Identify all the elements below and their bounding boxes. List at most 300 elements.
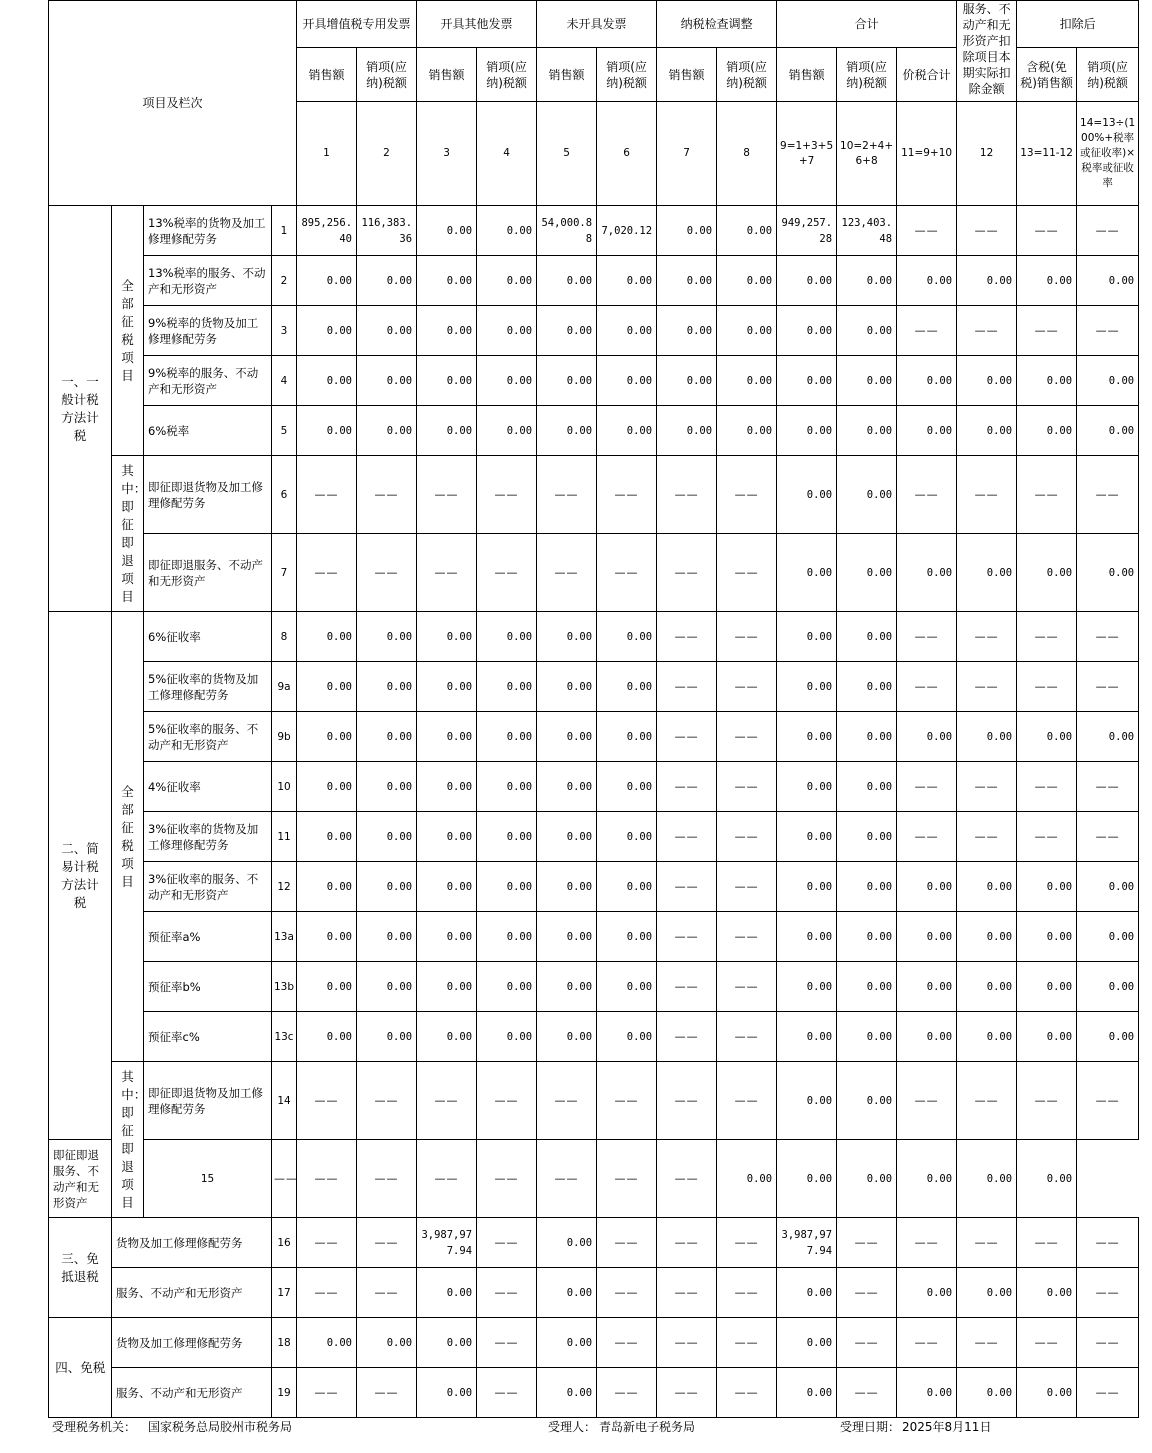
cell-value: —— [657,962,717,1012]
row-label: 6%征收率 [144,612,272,662]
cell-value: 0.00 [537,662,597,712]
header-group: 合计 [777,1,957,48]
cell-value: 0.00 [777,762,837,812]
column-formula: 2 [357,102,417,206]
cell-value: 0.00 [777,1062,837,1140]
row-line-number: 9b [272,712,297,762]
cell-value: —— [1077,612,1139,662]
cell-value: 0.00 [357,812,417,862]
cell-value: —— [657,534,717,612]
cell-value: —— [657,1368,717,1418]
row-label: 13%税率的货物及加工修理修配劳务 [144,206,272,256]
row-label: 货物及加工修理修配劳务 [112,1318,272,1368]
cell-value: —— [1077,662,1139,712]
cell-value: —— [717,1318,777,1368]
cell-value: —— [717,1268,777,1318]
cell-value: —— [357,456,417,534]
receiver-label: 受理人： [548,1420,597,1434]
cell-value: 0.00 [537,712,597,762]
cell-value: 0.00 [537,1012,597,1062]
cell-value: —— [957,662,1017,712]
cell-value: 0.00 [957,862,1017,912]
cell-value: 0.00 [477,762,537,812]
cell-value: —— [657,862,717,912]
cell-value: 0.00 [477,712,537,762]
cell-value: 0.00 [837,712,897,762]
cell-value: 0.00 [777,356,837,406]
cell-value: 0.00 [477,662,537,712]
cell-value: 0.00 [417,662,477,712]
cell-value: 0.00 [837,356,897,406]
cell-value: —— [1017,456,1077,534]
cell-value: 0.00 [477,812,537,862]
cell-value: 3,987,977.94 [417,1218,477,1268]
header-sub: 销售额 [777,48,837,102]
cell-value: 0.00 [417,712,477,762]
cell-value: 0.00 [297,962,357,1012]
cell-value: —— [417,1062,477,1140]
cell-value: 0.00 [597,912,657,962]
cell-value: 0.00 [777,962,837,1012]
row-label: 货物及加工修理修配劳务 [112,1218,272,1268]
cell-value: 0.00 [417,206,477,256]
cell-value: 0.00 [297,762,357,812]
cell-value: —— [957,762,1017,812]
header-sub: 销售额 [417,48,477,102]
cell-value: 0.00 [657,206,717,256]
cell-value: 0.00 [357,712,417,762]
header-group: 服务、不动产和无形资产扣除项目本期实际扣除金额 [957,1,1017,102]
table-row [49,1368,1139,1418]
cell-value: —— [1077,1218,1139,1268]
cell-value: 0.00 [1017,1368,1077,1418]
cell-value: 0.00 [357,612,417,662]
cell-value: 0.00 [777,712,837,762]
cell-value: 0.00 [657,356,717,406]
cell-value: —— [417,456,477,534]
cell-value: 0.00 [417,612,477,662]
cell-value: 895,256.40 [297,206,357,256]
cell-value: 0.00 [957,712,1017,762]
cell-value: 0.00 [897,406,957,456]
cell-value: 0.00 [837,912,897,962]
row-line-number: 1 [272,206,297,256]
cell-value: —— [717,1062,777,1140]
cell-value: 0.00 [717,256,777,306]
cell-value: 0.00 [1017,1012,1077,1062]
cell-value: 0.00 [897,1268,957,1318]
header-sub: 销售额 [537,48,597,102]
cell-value: 0.00 [1017,356,1077,406]
cell-value: 0.00 [837,256,897,306]
row-label: 即征即退货物及加工修理修配劳务 [144,456,272,534]
cell-value: 949,257.28 [777,206,837,256]
cell-value: 0.00 [837,1140,897,1218]
cell-value: —— [717,534,777,612]
cell-value: —— [897,612,957,662]
header-sub: 销项(应纳)税额 [597,48,657,102]
cell-value: —— [1017,1218,1077,1268]
cell-value: 0.00 [417,862,477,912]
cell-value: —— [657,662,717,712]
cell-value: —— [957,1062,1017,1140]
cell-value: 0.00 [477,1012,537,1062]
cell-value: 3,987,977.94 [777,1218,837,1268]
cell-value: —— [657,712,717,762]
cell-value: 0.00 [357,962,417,1012]
cell-value: —— [1017,762,1077,812]
table-row [49,534,1139,612]
cell-value: 0.00 [1077,356,1139,406]
cell-value: 0.00 [837,534,897,612]
cell-value: 0.00 [537,256,597,306]
table-row [49,206,1139,256]
cell-value: —— [477,456,537,534]
cell-value: 0.00 [417,356,477,406]
cell-value: —— [657,1062,717,1140]
table-row [49,406,1139,456]
sales-detail-table [48,0,1139,1418]
header-group: 开具增值税专用发票 [297,1,417,48]
cell-value: —— [1077,306,1139,356]
group-all-items-label-text: 全部征税项目 [121,783,134,889]
cell-value: —— [1017,812,1077,862]
column-formula: 4 [477,102,537,206]
authority-value: 国家税务总局胶州市税务局 [148,1420,293,1434]
table-row [49,1318,1139,1368]
cell-value: 0.00 [477,306,537,356]
header-sub: 销项(应纳)税额 [837,48,897,102]
cell-value: 0.00 [537,306,597,356]
cell-value: 0.00 [477,406,537,456]
row-line-number: 15 [144,1140,272,1218]
cell-value: —— [537,456,597,534]
header-corner: 项目及栏次 [49,1,297,206]
table-row [49,256,1139,306]
row-line-number: 13c [272,1012,297,1062]
cell-value: —— [957,812,1017,862]
cell-value: 0.00 [537,356,597,406]
cell-value: 0.00 [357,406,417,456]
row-line-number: 7 [272,534,297,612]
cell-value: —— [957,206,1017,256]
cell-value: —— [597,1318,657,1368]
cell-value: —— [957,1218,1017,1268]
cell-value: 0.00 [837,306,897,356]
row-line-number: 9a [272,662,297,712]
cell-value: —— [297,1140,357,1218]
header-sub: 销项(应纳)税额 [477,48,537,102]
table-row [49,812,1139,862]
cell-value: 0.00 [1017,962,1077,1012]
cell-value: 0.00 [897,356,957,406]
cell-value: —— [1077,456,1139,534]
cell-value: 0.00 [297,862,357,912]
cell-value: 0.00 [1077,534,1139,612]
cell-value: —— [297,1218,357,1268]
cell-value: 0.00 [357,862,417,912]
cell-value: —— [1077,206,1139,256]
cell-value: —— [477,1062,537,1140]
section-exempt-refund-label [49,1218,112,1318]
cell-value: —— [957,1318,1017,1368]
row-line-number: 10 [272,762,297,812]
cell-value: 0.00 [357,762,417,812]
cell-value: 0.00 [777,406,837,456]
cell-value: —— [897,206,957,256]
row-label: 6%税率 [144,406,272,456]
cell-value: —— [1077,762,1139,812]
cell-value: —— [537,1062,597,1140]
cell-value: 0.00 [597,406,657,456]
cell-value: —— [1017,1062,1077,1140]
column-formula: 1 [297,102,357,206]
cell-value: 0.00 [597,256,657,306]
table-row [49,1218,1139,1268]
column-formula: 5 [537,102,597,206]
column-formula: 11=9+10 [897,102,957,206]
cell-value: 0.00 [537,762,597,812]
cell-value: 0.00 [1077,862,1139,912]
cell-value: 0.00 [777,1268,837,1318]
vat-sales-schedule [48,0,1138,1415]
cell-value: 0.00 [777,662,837,712]
cell-value: —— [657,1218,717,1268]
cell-value: 0.00 [477,256,537,306]
cell-value: —— [1017,306,1077,356]
cell-value: 7,020.12 [597,206,657,256]
cell-value: —— [357,1062,417,1140]
cell-value: —— [717,1012,777,1062]
cell-value: 0.00 [837,762,897,812]
table-row [49,1140,1139,1218]
row-line-number: 4 [272,356,297,406]
cell-value: 0.00 [957,912,1017,962]
group-all-items-label-text: 全部征税项目 [121,277,134,383]
cell-value: —— [357,1218,417,1268]
section-exempt-refund-label-text: 三、免抵退税 [61,1250,99,1284]
column-formula: 13=11-12 [1017,102,1077,206]
cell-value: 0.00 [417,306,477,356]
cell-value: —— [657,612,717,662]
cell-value: 0.00 [537,612,597,662]
header-group: 未开具发票 [537,1,657,48]
row-line-number: 3 [272,306,297,356]
column-formula: 9=1+3+5+7 [777,102,837,206]
cell-value: —— [537,1140,597,1218]
cell-value: 0.00 [537,812,597,862]
cell-value: —— [837,1318,897,1368]
cell-value: —— [717,1368,777,1418]
cell-value: —— [657,812,717,862]
cell-value: 0.00 [477,912,537,962]
cell-value: 0.00 [597,862,657,912]
cell-value: 0.00 [297,306,357,356]
cell-value: —— [417,534,477,612]
date-label: 受理日期： [840,1420,901,1434]
cell-value: —— [897,662,957,712]
cell-value: —— [297,1062,357,1140]
cell-value: 0.00 [837,962,897,1012]
cell-value: —— [417,1140,477,1218]
cell-value: —— [1077,1368,1139,1418]
column-formula: 7 [657,102,717,206]
row-line-number: 16 [272,1218,297,1268]
cell-value: 0.00 [717,306,777,356]
cell-value: 0.00 [597,762,657,812]
cell-value: 0.00 [777,812,837,862]
cell-value: —— [297,456,357,534]
cell-value: 116,383.36 [357,206,417,256]
table-row [49,1012,1139,1062]
cell-value: —— [957,306,1017,356]
cell-value: —— [477,534,537,612]
cell-value: 0.00 [897,862,957,912]
cell-value: —— [717,812,777,862]
cell-value: —— [897,762,957,812]
cell-value: —— [477,1368,537,1418]
row-label: 4%征收率 [144,762,272,812]
cell-value: —— [1077,812,1139,862]
cell-value: —— [297,1268,357,1318]
cell-value: 0.00 [957,534,1017,612]
cell-value: 0.00 [1017,862,1077,912]
row-line-number: 17 [272,1268,297,1318]
cell-value: —— [597,1140,657,1218]
cell-value: —— [357,1368,417,1418]
table-row [49,612,1139,662]
cell-value: —— [477,1318,537,1368]
cell-value: 0.00 [1077,712,1139,762]
row-label: 预征率b% [144,962,272,1012]
cell-value: 0.00 [957,356,1017,406]
cell-value: 0.00 [537,962,597,1012]
cell-value: 0.00 [297,612,357,662]
section-simple-label [49,612,112,1140]
cell-value: 0.00 [597,712,657,762]
group-all-items-label [112,612,144,1062]
row-line-number: 18 [272,1318,297,1368]
cell-value: 0.00 [597,1012,657,1062]
receiver-value: 青岛新电子税务局 [599,1420,696,1434]
cell-value: 0.00 [897,712,957,762]
cell-value: —— [657,456,717,534]
cell-value: 0.00 [477,612,537,662]
cell-value: —— [837,1368,897,1418]
cell-value: 0.00 [297,662,357,712]
row-label: 5%征收率的货物及加工修理修配劳务 [144,662,272,712]
cell-value: 0.00 [777,1318,837,1368]
cell-value: —— [717,962,777,1012]
cell-value: 0.00 [777,1368,837,1418]
cell-value: 0.00 [897,1012,957,1062]
cell-value: 0.00 [417,1012,477,1062]
cell-value: —— [717,662,777,712]
cell-value: 0.00 [297,712,357,762]
cell-value: 0.00 [417,1268,477,1318]
cell-value: 0.00 [1017,912,1077,962]
cell-value: 0.00 [777,534,837,612]
cell-value: 0.00 [1017,712,1077,762]
cell-value: 0.00 [477,862,537,912]
cell-value: 0.00 [957,256,1017,306]
cell-value: —— [477,1218,537,1268]
cell-value: —— [537,534,597,612]
column-formula: 3 [417,102,477,206]
cell-value: 0.00 [357,912,417,962]
cell-value: 0.00 [897,256,957,306]
cell-value: 0.00 [777,1140,837,1218]
cell-value: —— [297,534,357,612]
table-row [49,962,1139,1012]
row-label: 3%征收率的服务、不动产和无形资产 [144,862,272,912]
cell-value: —— [1077,1268,1139,1318]
cell-value: 0.00 [357,356,417,406]
cell-value: —— [657,762,717,812]
cell-value: 0.00 [597,306,657,356]
cell-value: —— [477,1140,537,1218]
cell-value: —— [1017,1318,1077,1368]
cell-value: 0.00 [717,356,777,406]
section-general-label [49,206,112,612]
cell-value: —— [597,1268,657,1318]
section-general-label-text: 一、一般计税方法计税 [61,373,99,443]
cell-value: —— [897,306,957,356]
cell-value: 0.00 [957,962,1017,1012]
cell-value: 0.00 [837,456,897,534]
cell-value: 0.00 [657,406,717,456]
cell-value: 0.00 [597,356,657,406]
cell-value: 0.00 [417,812,477,862]
group-refund-items-label [112,1062,147,1218]
cell-value: 0.00 [297,406,357,456]
cell-value: 0.00 [837,612,897,662]
cell-value: 0.00 [417,962,477,1012]
cell-value: 0.00 [297,912,357,962]
cell-value: 0.00 [477,206,537,256]
cell-value: —— [1017,206,1077,256]
cell-value: 0.00 [357,256,417,306]
section-simple-label-text: 二、简易计税方法计税 [61,840,99,910]
group-all-items-label [112,206,144,456]
section-exempt-label [49,1318,112,1418]
cell-value: —— [657,1140,717,1218]
cell-value: —— [837,1268,897,1318]
cell-value: —— [717,862,777,912]
cell-value: —— [897,812,957,862]
table-row [49,662,1139,712]
cell-value: —— [957,612,1017,662]
row-label: 服务、不动产和无形资产 [112,1268,272,1318]
column-formula: 6 [597,102,657,206]
row-label: 预征率a% [144,912,272,962]
table-row [49,912,1139,962]
cell-value: —— [1017,662,1077,712]
cell-value: —— [717,456,777,534]
cell-value: —— [597,1062,657,1140]
cell-value: 0.00 [717,406,777,456]
cell-value: 0.00 [837,406,897,456]
cell-value: 0.00 [597,612,657,662]
cell-value: 0.00 [1077,1012,1139,1062]
cell-value: 0.00 [957,1140,1017,1218]
cell-value: 0.00 [297,256,357,306]
cell-value: 0.00 [537,912,597,962]
row-label: 9%税率的服务、不动产和无形资产 [144,356,272,406]
cell-value: 0.00 [417,912,477,962]
cell-value: 0.00 [597,662,657,712]
row-line-number: 14 [272,1062,297,1140]
